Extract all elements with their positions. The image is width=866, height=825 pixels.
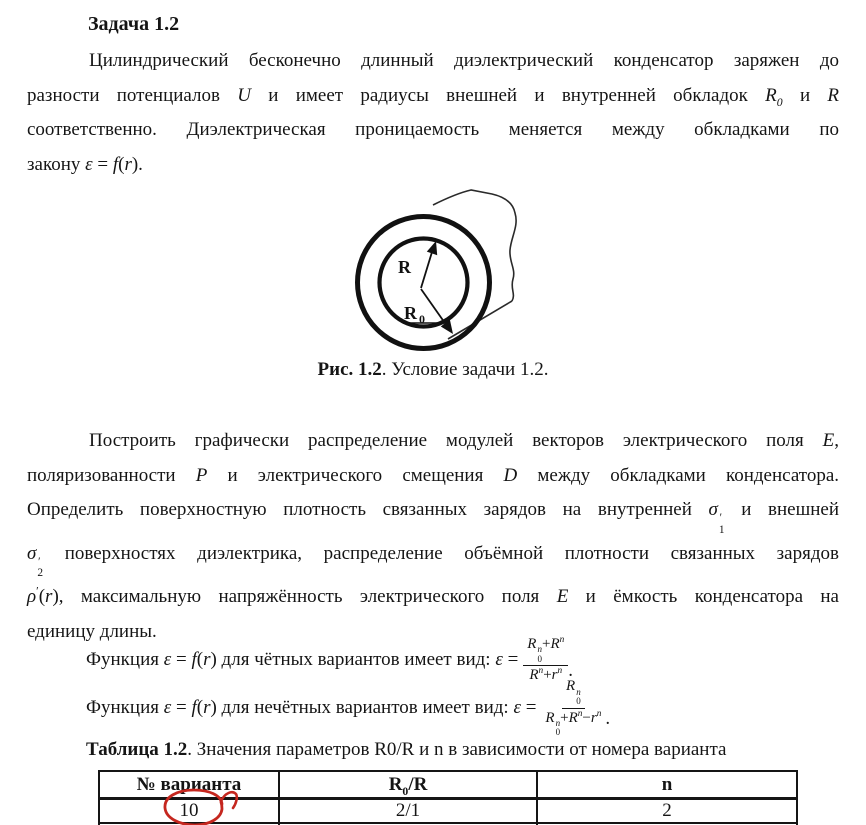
radius-arrow-r-head — [427, 241, 437, 255]
task-paragraph — [27, 424, 839, 650]
paragraph-line: Цилиндрический бесконечно длинный диэлектрический конденсатор заряжен до — [89, 50, 839, 71]
variants-table-grid — [98, 770, 798, 825]
paragraph-line: разности потенциалов U и имеет радиусы внешней и внутренней обкладок $R_0$ и R — [27, 84, 839, 109]
paragraph-line: ρ′(r), максимальную напряжённость электрического поля E и ёмкость конденсатора на — [27, 585, 839, 608]
formula-even-variants — [86, 634, 826, 686]
fraction-denominator: $R^n+r^n$ — [529, 666, 563, 684]
formula-even-fraction — [523, 636, 568, 685]
formula-odd-text: Функция ε = f(r) для нечётных вариантов имеет вид: ε = — [86, 697, 537, 718]
formula-period: . — [568, 660, 574, 681]
outer-radius-label: R — [404, 303, 417, 323]
formula-odd-variants — [86, 678, 826, 738]
figure-caption: Рис. 1.2. Условие задачи 1.2. — [317, 359, 549, 380]
paragraph-line: σ ′ 2 поверхностях диэлектрика, распределение объёмной плотности связанных зарядов — [27, 542, 839, 580]
formula-period: . — [605, 708, 611, 729]
paragraph-line: поляризованности P и электрического смещения D между обкладками конденсатора. — [27, 464, 840, 486]
figure-capacitor-cross-section — [346, 183, 524, 353]
outer-radius-label-subscript: 0 — [419, 312, 425, 326]
fraction-numerator: R n 0 — [562, 678, 585, 708]
paragraph-line: Определить поверхностную плотность связанных зарядов на внутренней σ ′ 1 и внешней — [27, 499, 840, 536]
formula-odd-fraction — [541, 678, 605, 738]
cell-variant-number: 10 — [99, 799, 279, 824]
table-title: Таблица 1.2. Значения параметров R0/R и n в зависимости от номера варианта — [86, 739, 727, 760]
paragraph-line: закону ε = f(r). — [27, 153, 143, 175]
figure-drawing — [346, 183, 524, 353]
table-row — [99, 799, 797, 824]
problem-statement-paragraph — [27, 44, 839, 182]
paragraph-line: соответственно. Диэлектрическая проницаемость меняется между обкладками по — [27, 119, 839, 141]
cell-n: 2 — [537, 799, 797, 824]
paragraph-line: Построить графически распределение модулей векторов электрического поля E, — [89, 430, 839, 451]
table-header-row — [99, 771, 797, 799]
fraction-numerator: R n 0 $+R^n$ — [523, 636, 568, 666]
formula-even-text: Функция ε = f(r) для чётных вариантов имеет вид: ε = — [86, 649, 519, 670]
inner-radius-label: R — [398, 257, 411, 277]
cell-r0-r: 2/1 — [279, 799, 537, 824]
fraction-denominator: R n 0 $+R^n-r^n$ — [545, 708, 602, 738]
header-variant-number: № варианта — [99, 771, 279, 799]
problem-title: Задача 1.2 — [88, 13, 180, 35]
header-n: n — [537, 771, 797, 799]
paragraph-line: единицу длины. — [27, 621, 157, 643]
radius-arrow-r-shaft — [421, 252, 432, 288]
header-r0-r: $R_0/R$ — [279, 771, 537, 799]
variants-table — [98, 770, 796, 825]
